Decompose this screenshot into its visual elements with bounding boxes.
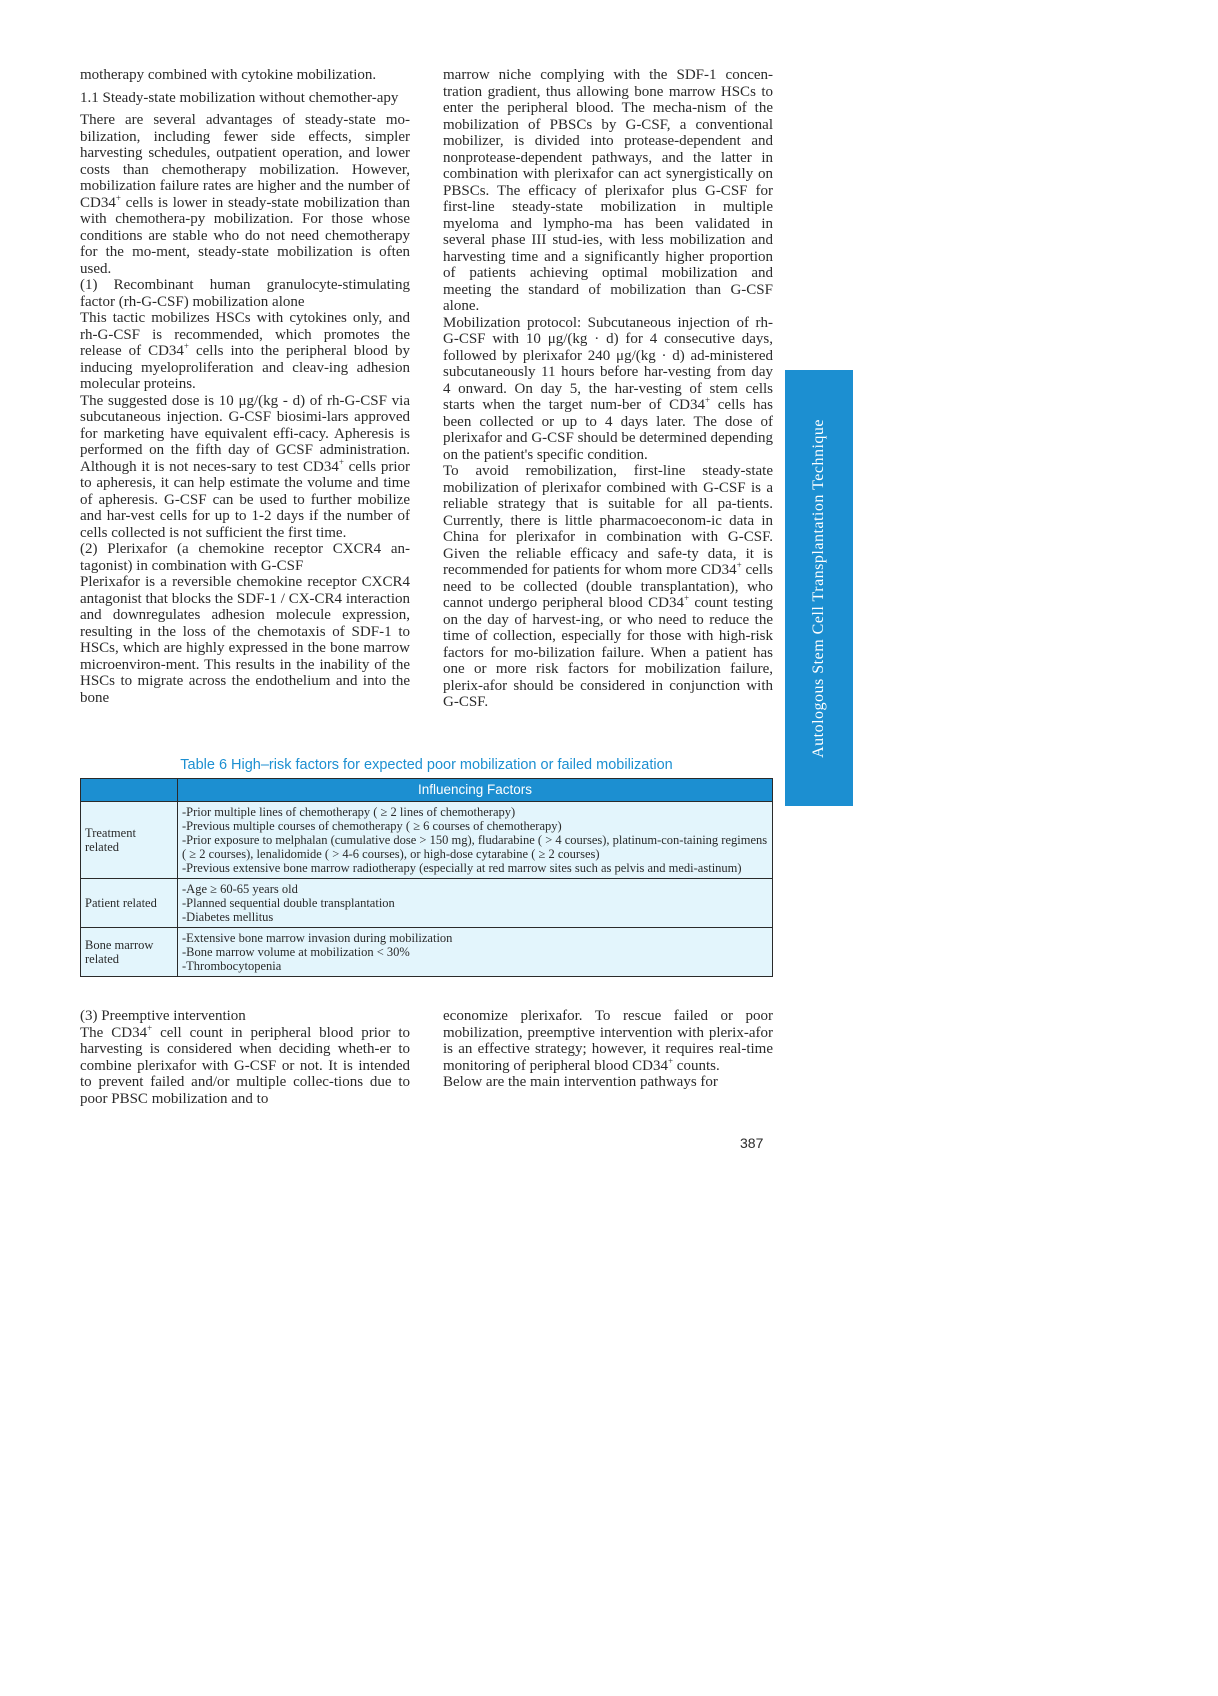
paragraph: motherapy combined with cytokine mobilization. [80,67,377,83]
left-column-bottom [80,1008,410,1107]
paragraph: There are several advantages of steady-state mo-bilization, including fewer side effects, simpler harvesting schedules, outpatient operation, and lower costs than chemotherapy mobilization. However, mobilization failure rates are higher and the number of CD34+ cells is lower in steady-state mobilization than with chemothera-py mobilization. For those whose conditions are stable who do not need chemotherapy for the mo-ment, steady-state mobilization is often used. [80,112,410,277]
table-header-empty [81,779,178,802]
chapter-title: Autologous Stem Cell Transplantation Technique [810,418,827,758]
paragraph: The CD34+ cell count in peripheral blood prior to harvesting is considered when deciding wheth-er to combine plerixafor with G-CSF or not. It is intended to prevent failed and/or multiple collec-tions due to poor PBSC mobilization and to [80,1022,410,1107]
row-items [178,928,773,977]
paragraph: This tactic mobilizes HSCs with cytokines only, and rh-G-CSF is recommended, which promotes the release of CD34+ cells into the peripheral blood by inducing myeloproliferation and cleav-ing adhesion molecular proteins. [80,310,410,392]
table-row [81,802,773,879]
row-category: Bone marrow related [81,928,178,977]
row-category: Patient related [81,879,178,928]
section-heading-1-1: 1.1 Steady-state mobilization without chemother-apy [80,89,399,106]
table-caption: Table 6 High–risk factors for expected poor mobilization or failed mobilization [180,757,673,773]
list-item: -Previous multiple courses of chemotherapy ( ≥ 6 courses of chemotherapy) [182,819,562,833]
list-item: -Diabetes mellitus [182,910,274,924]
left-column-top [80,67,410,706]
paragraph: To avoid remobilization, first-line steady-state mobilization of plerixafor combined with G-CSF is a reliable strategy that is suitable for all pa-tients. Currently, there is little pharmacoeconom-ic data in China for plerixafor in combination with G-CSF. Given the reliable efficacy and safe-ty data, it is recommended for patients for whom more CD34+ cells need to be collected (double transplantation), who cannot undergo peripheral blood CD34+ count testing on the day of harvest-ing, or who need to reduce the time of collection, especially for those with high-risk factors for mo-bilization failure. When a patient has one or more risk factors for mobilization failure, plerix-afor should be considered in conjunction with G-CSF. [443,463,773,710]
row-category: Treatment related [81,802,178,879]
list-item: -Age ≥ 60-65 years old [182,882,298,896]
row-items [178,802,773,879]
table-header: Influencing Factors [178,779,773,802]
right-column-bottom [443,1008,773,1091]
paragraph: The suggested dose is 10 μg/(kg - d) of rh-G-CSF via subcutaneous injection. G-CSF biosimi-lars approved for marketing have equivalent effi-cacy. Apheresis is performed on the fifth day of GCSF administration. Although it is not neces-sary to test CD34+ cells prior to apheresis, it can help estimate the volume and time of apheresis. G-CSF can be used to further mobilize and har-vest cells for up to 1-2 days if the number of cells collected is not sufficient the first time. [80,392,410,541]
paragraph: Below are the main intervention pathways for [443,1074,718,1090]
list-item: -Prior multiple lines of chemotherapy ( ≥ 2 lines of chemotherapy) [182,805,516,819]
list-item: -Planned sequential double transplantation [182,896,395,910]
paragraph: Plerixafor is a reversible chemokine receptor CXCR4 antagonist that blocks the SDF-1 / CX-CR4 interaction and downregulates adhesion molecule expression, resulting in the loss of the chemotaxis of SDF-1 to HSCs, which are highly expressed in the bone marrow microenviron-ment. This results in the inability of the HSCs to migrate across the endothelium and into the bone [80,574,410,706]
table-row [81,928,773,977]
table-header-row [81,779,773,802]
list-item: -Prior exposure to melphalan (cumulative dose > 150 mg), fludarabine ( > 4 courses), platinum-con-taining regimens ( ≥ 2 courses), lenalidomide ( > 4-6 courses), or high-dose cytarabine ( ≥ 2 courses) [182,833,768,861]
list-item: -Previous extensive bone marrow radiotherapy (especially at red marrow sites such as pelvis and medi-astinum) [182,861,742,875]
subsection-heading-3: (3) Preemptive intervention [80,1008,246,1024]
chapter-side-tab [785,370,853,806]
paragraph: economize plerixafor. To rescue failed or poor mobilization, preemptive intervention with plerix-afor is an effective strategy; however, it requires real-time monitoring of peripheral blood CD34+ counts. [443,1008,773,1074]
row-items [178,879,773,928]
subsection-heading-1: (1) Recombinant human granulocyte-stimulating factor (rh-G-CSF) mobilization alone [80,277,410,310]
right-column-top [443,67,773,711]
list-item: -Extensive bone marrow invasion during mobilization [182,931,453,945]
page-number: 387 [740,1135,764,1151]
table-row [81,879,773,928]
subsection-heading-2: (2) Plerixafor (a chemokine receptor CXCR4 an-tagonist) in combination with G-CSF [80,541,410,574]
list-item: -Bone marrow volume at mobilization < 30% [182,945,410,959]
list-item: -Thrombocytopenia [182,959,282,973]
risk-factors-table [80,778,773,977]
paragraph: marrow niche complying with the SDF-1 concen-tration gradient, thus allowing bone marrow HSCs to enter the peripheral blood. The mecha-nism of the mobilization of PBSCs by G-CSF, a conventional mobilizer, is divided into protease-dependent and nonprotease-dependent pathways, and the latter in combination with plerixafor can act synergistically on PBSCs. The efficacy of plerixafor plus G-CSF for first-line steady-state mobilization in multiple myeloma and lympho-ma has been validated in several phase III stud-ies, with less mobilization and harvesting time and a significantly higher proportion of patients achieving optimal mobilization and meeting the standard of mobilization than G-CSF alone. [443,67,773,314]
paragraph: Mobilization protocol: Subcutaneous injection of rh-G-CSF with 10 μg/(kg · d) for 4 consecutive days, followed by plerixafor 240 μg/(kg · d) ad-ministered subcutaneously 11 hours before har-vesting from day 4 onward. On day 5, the har-vesting of stem cells starts when the target num-ber of CD34+ cells has been collected or up to 4 days later. The dose of plerixafor and G-CSF should be determined depending on the patient's specific condition. [443,314,773,463]
